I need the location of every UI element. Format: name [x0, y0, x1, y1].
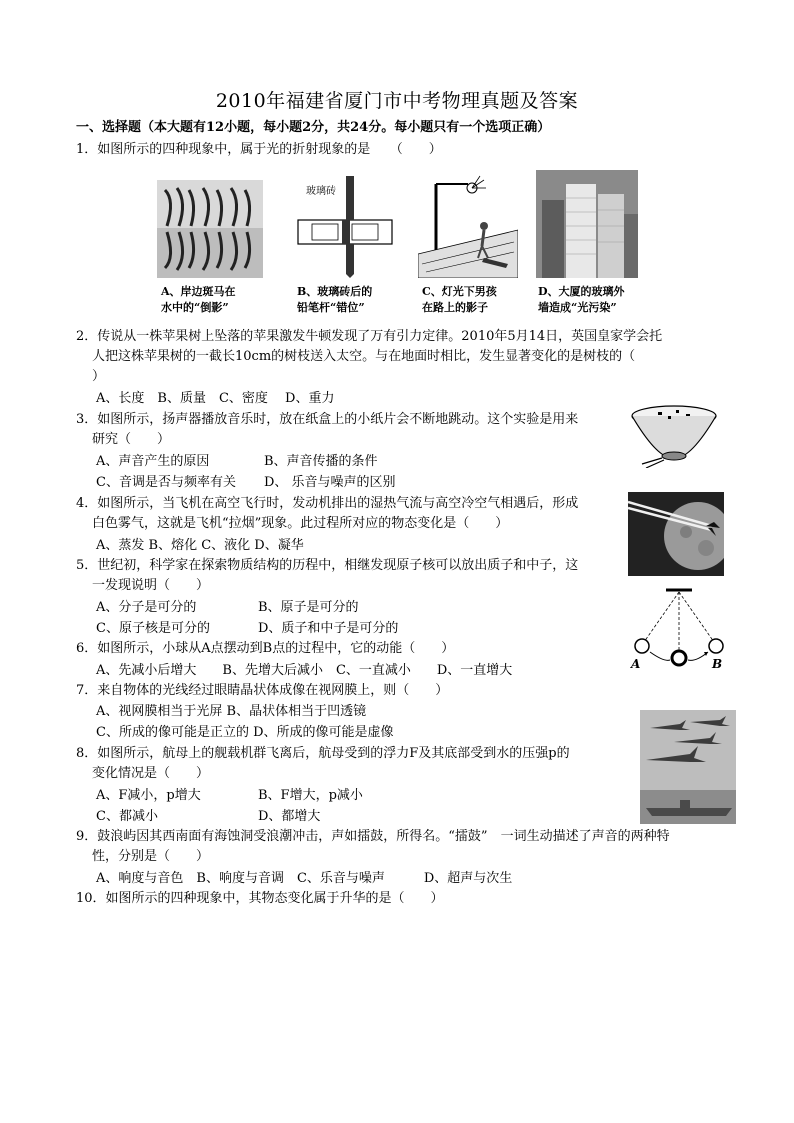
q8-line2: 变化情况是（ ）: [92, 766, 210, 781]
q5-option-b: B、原子是可分的: [258, 600, 359, 615]
page-title: 2010年福建省厦门市中考物理真题及答案: [215, 90, 579, 112]
q1-stem: 1．如图所示的四种现象中，属于光的折射现象的是 （ ）: [76, 142, 442, 157]
q8-option-a: A、F减小，p增大: [96, 788, 201, 803]
q5-line1: 5．世纪初，科学家在探索物质结构的历程中，相继发现原子核可以放出质子和中子，这: [76, 558, 579, 573]
q3-option-c: C、音调是否与频率有关: [96, 475, 236, 490]
q6-line1: 6．如图所示，小球从A点摆动到B点的过程中，它的动能（ ）: [76, 641, 455, 656]
section-heading: 一、选择题（本大题有12小题，每小题2分，共24分。每小题只有一个选项正确）: [76, 120, 551, 135]
q3-option-a: A、声音产生的原因: [96, 454, 210, 469]
q5-option-c: C、原子核是可分的: [96, 621, 210, 636]
q7-options-ab: A、视网膜相当于光屏 B、晶状体相当于凹透镜: [96, 704, 367, 719]
q5-option-a: A、分子是可分的: [96, 600, 197, 615]
q5-option-d: D、质子和中子是可分的: [258, 621, 399, 636]
q3-option-b: B、声音传播的条件: [264, 454, 378, 469]
q3-option-d: D、 乐音与噪声的区别: [264, 475, 396, 490]
q7-options-cd: C、所成的像可能是正立的 D、所成的像可能是虚像: [96, 725, 394, 740]
q1-caption-b-line2: 铅笔杆“错位”: [297, 301, 365, 314]
q1-fig-b-label: 玻璃砖: [306, 186, 336, 197]
q2-options: A、长度 B、质量 C、密度 D、重力: [96, 391, 335, 406]
q1-fig-a-zebra-image: [157, 180, 263, 278]
q1-caption-b-line1: B、玻璃砖后的: [297, 285, 373, 298]
q1-fig-d-glass-building-image: [536, 170, 638, 278]
q1-caption-a-line1: A、岸边斑马在: [161, 285, 236, 298]
q8-line1: 8．如图所示，航母上的舰载机群飞离后，航母受到的浮力F及其底部受到水的压强p的: [76, 746, 570, 761]
q1-fig-c-lamp-shadow-image: [418, 174, 518, 278]
q4-line2: 白色雾气，这就是飞机“拉烟”现象。此过程所对应的物态变化是（ ）: [92, 516, 509, 531]
q3-speaker-image: [628, 402, 722, 468]
q1-caption-a-line2: 水中的“倒影”: [161, 301, 229, 314]
q6-pendulum-image: [626, 586, 726, 674]
q9-options: A、响度与音色 B、响度与音调 C、乐音与噪声 D、超声与次生: [96, 871, 513, 886]
q3-line1: 3．如图所示，扬声器播放音乐时，放在纸盒上的小纸片会不断地跳动。这个实验是用来: [76, 412, 579, 427]
q1-caption-c-line1: C、灯光下男孩: [422, 285, 497, 298]
q3-line2: 研究（ ）: [92, 432, 171, 447]
q6-point-b-label: B: [712, 657, 723, 671]
q2-line1: 2．传说从一株苹果树上坠落的苹果激发牛顿发现了万有引力定律。2010年5月14日，英国皇家学会托: [76, 329, 663, 344]
q7-line1: 7．来自物体的光线经过眼睛晶状体成像在视网膜上，则（ ）: [76, 683, 449, 698]
q5-line2: 一发现说明（ ）: [92, 578, 210, 593]
q2-line2: 人把这株苹果树的一截长10cm的树枝送入太空。与在地面时相比，发生显著变化的是树枝的（: [92, 349, 636, 364]
q4-line1: 4．如图所示，当飞机在高空飞行时，发动机排出的湿热气流与高空冷空气相遇后，形成: [76, 496, 579, 511]
q9-line1: 9．鼓浪屿因其西南面有海蚀洞受浪潮冲击，声如擂鼓，所得名。“擂鼓” 一词生动描述了声音的两种特: [76, 829, 670, 844]
q1-caption-c-line2: 在路上的影子: [422, 301, 488, 314]
q6-point-a-label: A: [631, 657, 641, 671]
q10-line1: 10．如图所示的四种现象中，其物态变化属于升华的是（ ）: [76, 891, 444, 906]
q1-caption-d-line2: 墙造成“光污染”: [538, 301, 617, 314]
q4-options: A、蒸发 B、熔化 C、液化 D、凝华: [96, 538, 304, 553]
q9-line2: 性，分别是（ ）: [92, 849, 210, 864]
q4-plane-contrail-image: [628, 492, 724, 576]
q8-option-b: B、F增大，p减小: [258, 788, 363, 803]
q8-carrier-jets-image: [640, 710, 736, 824]
q2-line3: ）: [92, 369, 106, 384]
q6-options: A、先减小后增大 B、先增大后减小 C、一直减小 D、一直增大: [96, 663, 513, 678]
q8-option-d: D、都增大: [258, 809, 321, 824]
q1-caption-d-line1: D、大厦的玻璃外: [538, 285, 625, 298]
q8-option-c: C、都减小: [96, 809, 158, 824]
